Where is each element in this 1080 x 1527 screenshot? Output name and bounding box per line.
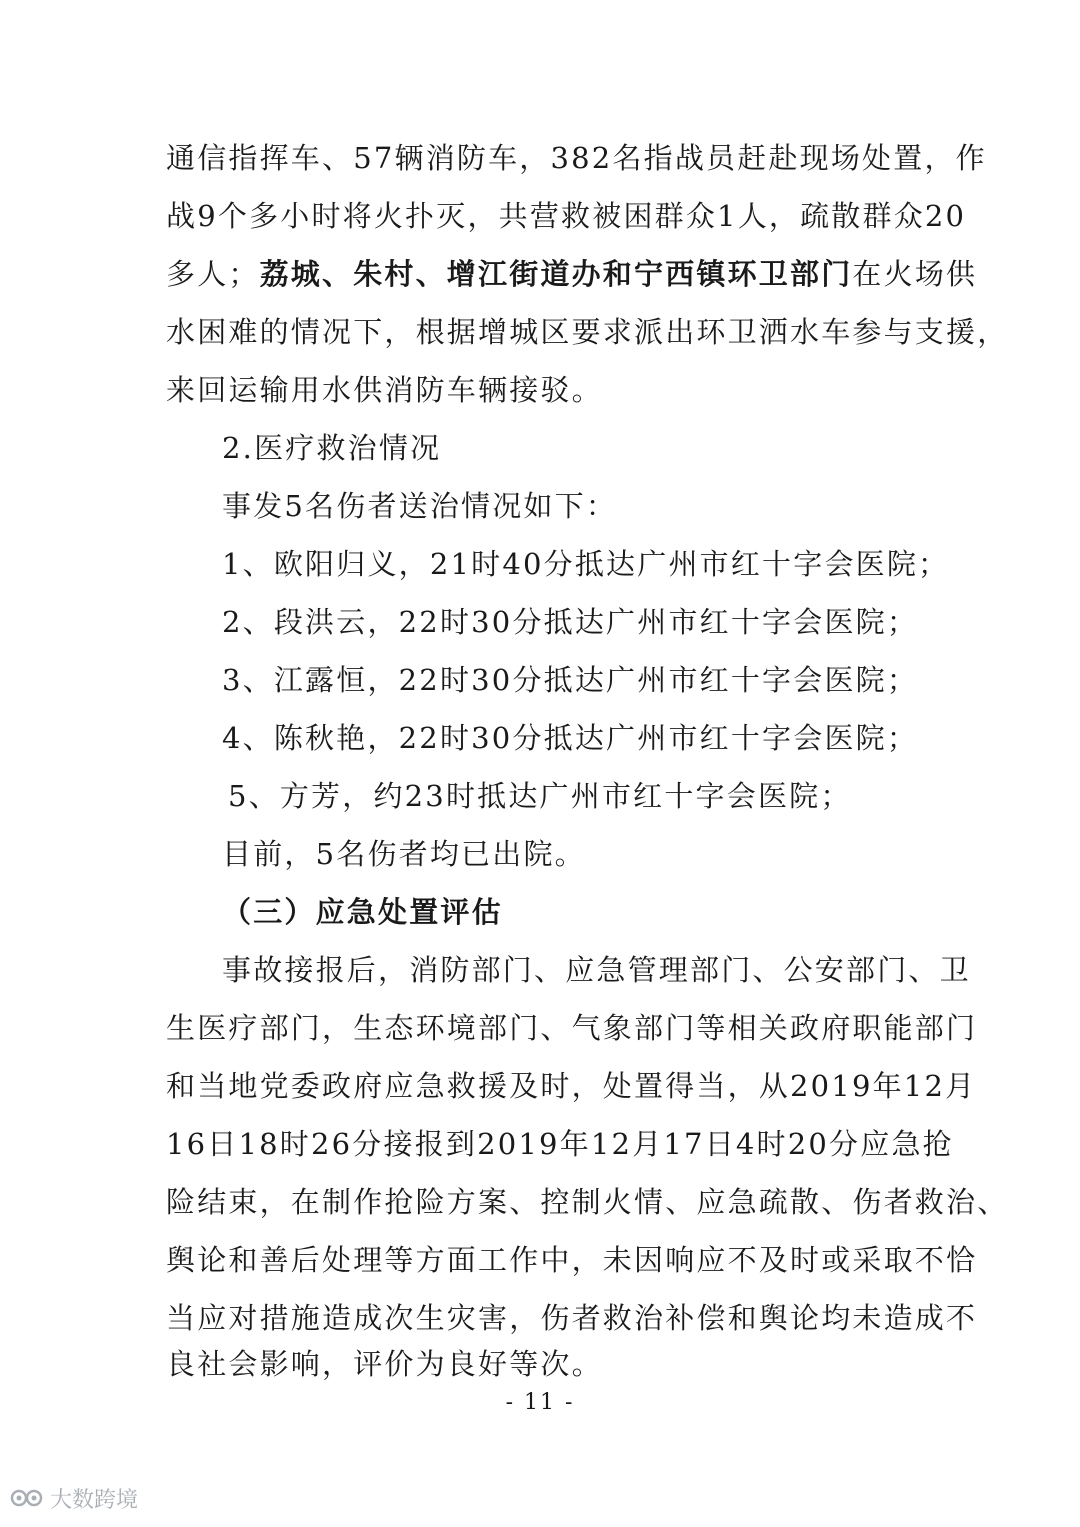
paragraph-line: 16日18时26分接报到2019年12月17日4时20分应急抢: [166, 1127, 954, 1161]
section-heading: （三）应急处置评估: [222, 895, 503, 929]
text-segment: 多人；: [166, 257, 260, 291]
paragraph-line: 事故接报后，消防部门、应急管理部门、公安部门、卫: [222, 953, 971, 987]
paragraph-line: 事发5名伤者送治情况如下：: [222, 489, 618, 523]
paragraph-line: 水困难的情况下，根据增城区要求派出环卫洒水车参与支援，: [166, 315, 1009, 349]
list-item: 1、欧阳归义，21时40分抵达广州市红十字会医院；: [222, 547, 950, 581]
list-item: 5、方芳，约23时抵达广州市红十字会医院；: [228, 779, 852, 813]
text-segment: 在火场供: [852, 257, 978, 291]
paragraph-line: 和当地党委政府应急救援及时，处置得当，从2019年12月: [166, 1069, 977, 1103]
watermark: [10, 1483, 138, 1513]
paragraph-line: 险结束，在制作抢险方案、控制火情、应急疏散、伤者救治、: [166, 1185, 1009, 1219]
paragraph-line: 生医疗部门，生态环境部门、气象部门等相关政府职能部门: [166, 1011, 978, 1045]
section-heading: 2.医疗救治情况: [222, 431, 442, 465]
list-item: 2、段洪云，22时30分抵达广州市红十字会医院；: [222, 605, 919, 639]
paragraph-line-mixed: [166, 254, 978, 294]
paragraph-line: 目前，5名伤者均已出院。: [222, 837, 586, 871]
list-item: 3、江露恒，22时30分抵达广州市红十字会医院；: [222, 663, 919, 697]
paragraph-line: 来回运输用水供消防车辆接驳。: [166, 373, 603, 407]
paragraph-line: 当应对措施造成次生灾害，伤者救治补偿和舆论均未造成不: [166, 1301, 978, 1335]
paragraph-line: 战9个多小时将火扑灭，共营救被困群众1人，疏散群众20: [166, 199, 967, 233]
paragraph-line: 良社会影响，评价为良好等次。: [166, 1347, 603, 1381]
list-item: 4、陈秋艳，22时30分抵达广州市红十字会医院；: [222, 721, 919, 755]
bold-text-segment: 荔城、朱村、增江街道办和宁西镇环卫部门: [259, 257, 853, 291]
eye-logo-icon: [10, 1486, 44, 1510]
watermark-text: 大数跨境: [50, 1487, 139, 1513]
paragraph-line: 舆论和善后处理等方面工作中，未因响应不及时或采取不恰: [166, 1243, 978, 1277]
paragraph-line: 通信指挥车、57辆消防车，382名指战员赶赴现场处置，作: [166, 141, 987, 175]
page-number: - 11 -: [505, 1390, 575, 1415]
